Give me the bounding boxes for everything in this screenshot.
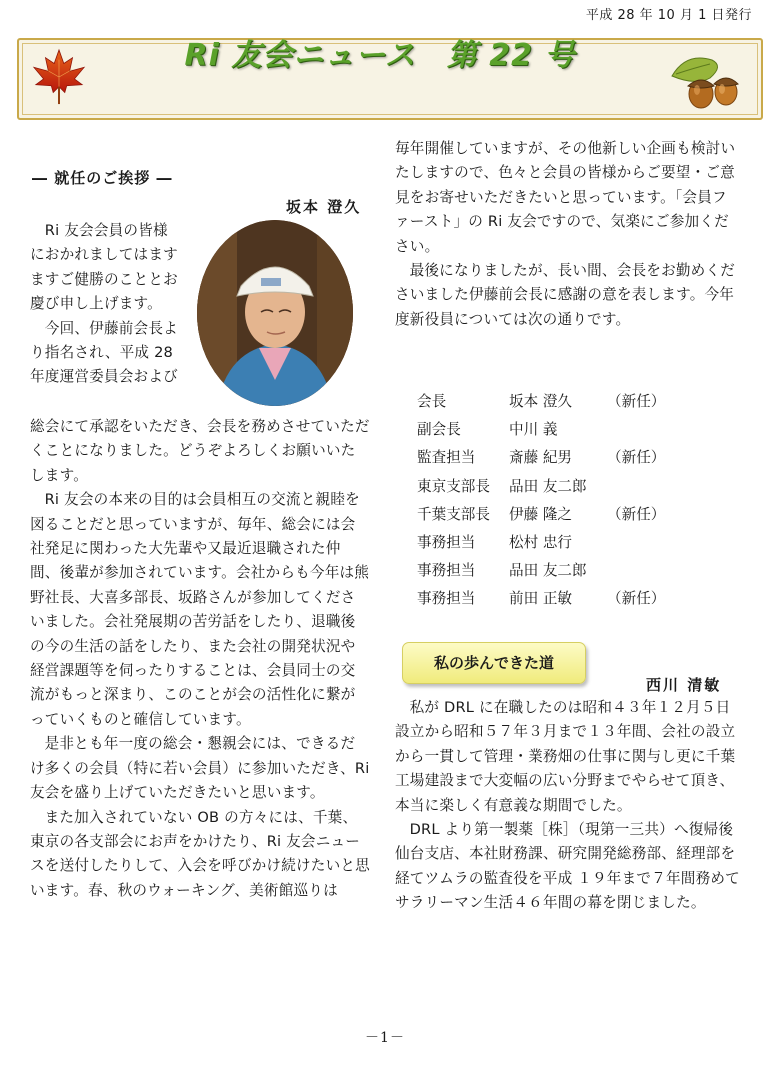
intro-line: 年度運営委員会および xyxy=(30,368,178,386)
page-number: －1－ xyxy=(365,1030,405,1046)
officer-name: 松村 忠行 xyxy=(509,534,573,552)
greeting-paragraph: 毎年開催していますが、その他新しい企画も検討いたしますので、色々と会員の皆様からご要望・ご意見をお寄せいただきたいと思っています。「会員ファースト」の Ri 友会ですので、気楽にご参加ください。 xyxy=(395,140,736,255)
section-paragraph: DRL より第一製薬［株］（現第一三共）へ復帰後仙台支店、本社財務課、研究開発総務部、経理部を経てツムラの監査役を平成 １９年まで７年間務めてサラリーマン生活４６年間の幕を閉じました。 xyxy=(395,821,740,912)
intro-line: Ri 友会会員の皆様 xyxy=(30,222,168,239)
officer-role: 会長 xyxy=(417,393,447,410)
officer-role: 監査担当 xyxy=(417,449,476,467)
officer-name: 前田 正敏 xyxy=(509,590,573,608)
officer-row xyxy=(417,501,665,529)
officer-note: （新任） xyxy=(607,505,666,523)
officer-row xyxy=(417,529,665,557)
intro-line: 今回、伊藤前会長よ xyxy=(30,319,178,337)
officer-role: 千葉支部長 xyxy=(417,505,490,523)
newsletter-title: Ri 友会ニュース 第 22 号 xyxy=(184,38,576,73)
officer-role: 事務担当 xyxy=(417,534,476,552)
officer-name: 品田 友二郎 xyxy=(509,562,587,580)
officer-role: 副会長 xyxy=(417,421,461,439)
officer-list xyxy=(417,388,665,614)
issue-date: 平成 28 年 10 月 1 日発行 xyxy=(585,8,752,23)
intro-line: り指名され、平成 28 xyxy=(30,344,174,362)
greeting-author: 坂本 澄久 xyxy=(286,198,362,216)
intro-line: におかれましてはます xyxy=(30,246,178,264)
officer-row xyxy=(417,416,665,444)
officer-role: 事務担当 xyxy=(417,562,476,580)
section-title: 私の歩んできた道 xyxy=(433,654,554,672)
intro-line: ますご健勝のこととお xyxy=(30,270,178,288)
officer-note: （新任） xyxy=(607,590,666,608)
greeting-body xyxy=(30,415,370,903)
acorns-icon xyxy=(666,50,748,112)
officer-row xyxy=(417,444,665,472)
officer-name: 中川 義 xyxy=(509,421,558,439)
officer-row xyxy=(417,473,665,501)
greeting-paragraph: また加入されていない OB の方々には、千葉、東京の各支部会にお声をかけたり、Ri 友会ニュースを送付したりして、入会を呼びかけ続けたいと思います。春、秋のウォーキング、美術館巡りは xyxy=(30,808,370,899)
greeting-intro-lines xyxy=(30,219,188,390)
officer-row xyxy=(417,585,665,613)
section-paragraph: 私が DRL に在職したのは昭和４３年１２月５日設立から昭和５７年３月まで１３年間、会社の設立から一貫して管理・業務畑の仕事に関与し更に千葉工場建設まで大変幅の広い分野までやらせて頂き、本当に楽しく有意義な期間でした。 xyxy=(395,699,736,814)
greeting-paragraph: Ri 友会の本来の目的は会員相互の交流と親睦を図ることだと思っていますが、毎年、総会には会社発足に関わった大先輩や又最近退職された仲間、後輩が参加されています。会社からも今年は熊野社長、大喜多部長、坂路さんが参加してくださいました。会社発展期の苦労話をしたり、退職後の今の生活の話をしたり、また会社の開発状況や経営課題等を伺ったりすることは、会員同士の交流がもっと深まり、このことが会の活性化に繋がっていくものと確信しています。 xyxy=(30,491,370,728)
officer-note: （新任） xyxy=(607,393,666,410)
maple-leaf-icon xyxy=(30,47,88,107)
officer-row xyxy=(417,557,665,585)
greeting-paragraph: 総会にて承認をいただき、会長を務めさせていただくことになりました。どうぞよろしくお願いいたします。 xyxy=(30,418,370,484)
intro-line: 慶び申し上げます。 xyxy=(30,295,162,313)
officer-role: 東京支部長 xyxy=(417,477,490,495)
greeting-heading: ― 就任のご挨拶 ― xyxy=(32,169,173,187)
officer-note: （新任） xyxy=(607,449,666,467)
officer-name: 伊藤 隆之 xyxy=(509,505,573,523)
greeting-continued xyxy=(395,137,740,332)
officer-row xyxy=(417,388,665,416)
officer-name: 品田 友二郎 xyxy=(509,477,587,495)
section-author: 西川 清敏 xyxy=(646,676,722,694)
greeting-paragraph: 最後になりましたが、長い間、会長をお勤めくださいました伊藤前会長に感謝の意を表します。今年度新役員については次の通りです。 xyxy=(395,262,736,328)
section-body xyxy=(395,696,740,916)
officer-role: 事務担当 xyxy=(417,590,476,608)
officer-name: 斎藤 紀男 xyxy=(509,449,573,467)
officer-name: 坂本 澄久 xyxy=(509,393,573,410)
author-portrait xyxy=(197,220,353,406)
greeting-paragraph: 是非とも年一度の総会・懇親会には、できるだけ多くの会員（特に若い会員）に参加いただき、Ri 友会を盛り上げていただきたいと思います。 xyxy=(30,735,370,802)
